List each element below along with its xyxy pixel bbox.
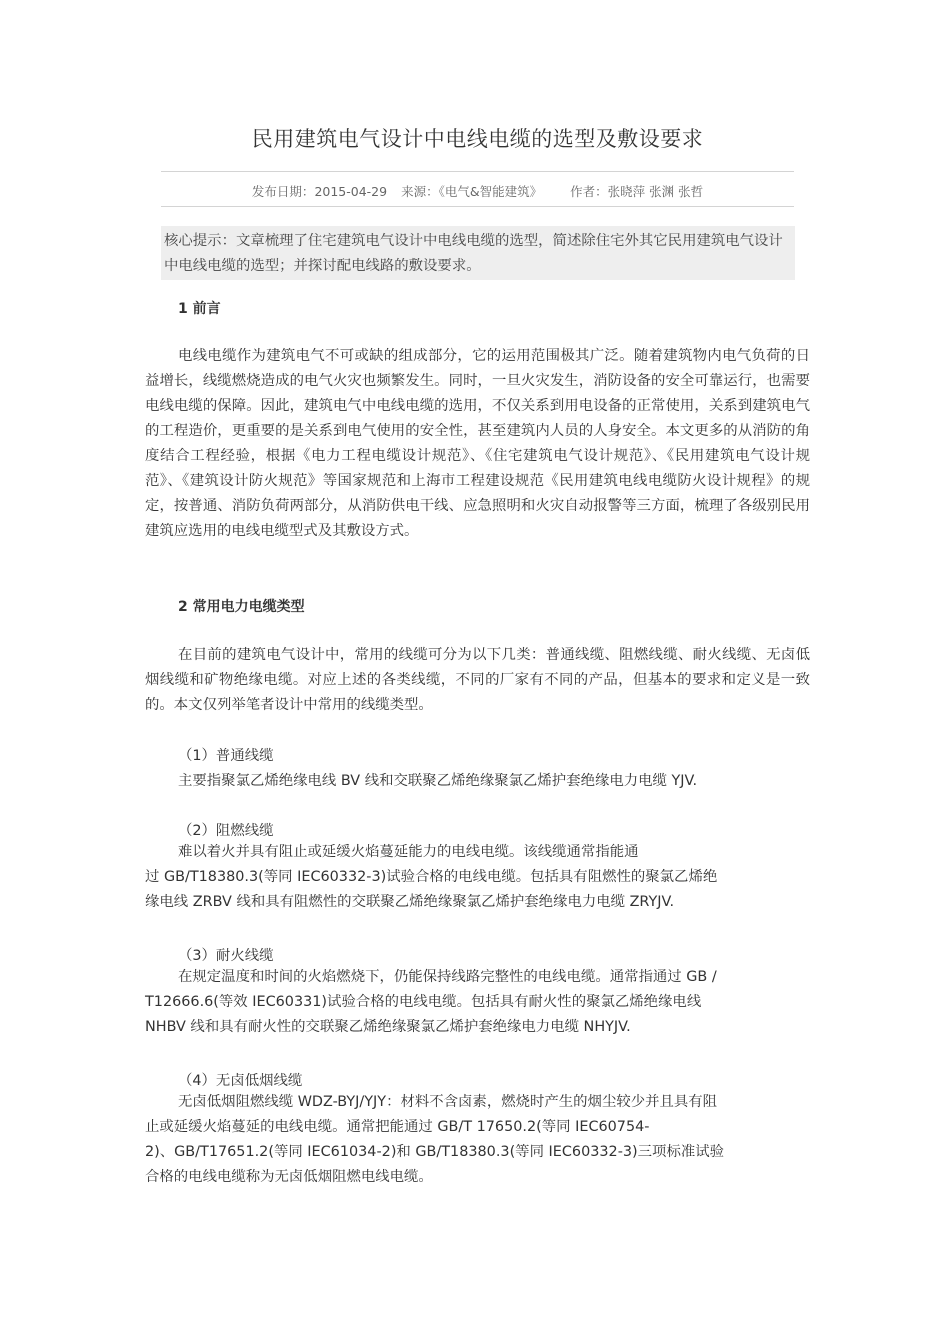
subsection-text: 主要指聚氯乙烯绝缘电线 BV 线和交联聚乙烯绝缘聚氯乙烯护套绝缘电力电缆 YJV. — [178, 773, 698, 789]
author-names: 张晓萍 张渊 张哲 — [607, 184, 704, 199]
date-label: 发布日期： — [251, 184, 315, 199]
subsection-text — [145, 1090, 810, 1190]
subsection-text — [145, 965, 810, 1040]
section-paragraph: 在目前的建筑电气设计中，常用的线缆可分为以下几类：普通线缆、阻燃线缆、耐火线缆、无卤低烟线缆和矿物绝缘电缆。对应上述的各类线缆，不同的厂家有不同的产品，但基本的要求和定义是一致的。本文仅列举笔者设计中常用的线缆类型。 — [145, 647, 810, 713]
subsection-label: （2）阻燃线缆 — [178, 823, 274, 839]
text-line: 止或延缓火焰蔓延的电线电缆。通常把能通过 GB/T 17650.2(等同 IEC60754- — [145, 1119, 650, 1135]
text-line: NHBV 线和具有耐火性的交联聚乙烯绝缘聚氯乙烯护套绝缘电力电缆 NHYJV. — [145, 1019, 631, 1035]
text-line: T12666.6(等效 IEC60331)试验合格的电线电缆。包括具有耐火性的聚氯乙烯绝缘电线 — [145, 994, 702, 1010]
source-name: 《电气&智能建筑》 — [438, 184, 543, 199]
section-paragraph: 电线电缆作为建筑电气不可或缺的组成部分，它的运用范围极其广泛。随着建筑物内电气负荷的日益增长，线缆燃烧造成的电气火灾也频繁发生。同时，一旦火灾发生，消防设备的安全可靠运行，也需要电线电缆的保障。因此，建筑电气中电线电缆的选用，不仅关系到用电设备的正常使用，关系到建筑电气的工程造价，更重要的是关系到电气使用的安全性，甚至建筑内人员的人身安全。本文更多的从消防的角度结合工程经验，根据《电力工程电缆设计规范》、《住宅建筑电气设计规范》、《民用建筑电气设计规范》、《建筑设计防火规范》等国家规范和上海市工程建设规范《民用建筑电线电缆防火设计规程》的规定，按普通、消防负荷两部分，从消防供电干线、应急照明和火灾自动报警等三方面，梳理了各级别民用建筑应选用的电线电缆型式及其敷设方式。 — [145, 348, 810, 539]
subsection-label: （3）耐火线缆 — [178, 948, 274, 964]
article-title: 民用建筑电气设计中电线电缆的选型及敷设要求 — [251, 127, 704, 151]
section-heading: 2 常用电力电缆类型 — [178, 599, 305, 615]
text-line: 在规定温度和时间的火焰燃烧下，仍能保持线路完整性的电线电缆。通常指通过 GB / — [178, 969, 717, 985]
text-line: 合格的电线电缆称为无卤低烟阻燃电线电缆。 — [145, 1169, 433, 1185]
text-line: 过 GB/T18380.3(等同 IEC60332-3)试验合格的电线电缆。包括具有阻燃性的聚氯乙烯绝 — [145, 869, 718, 885]
divider-top — [161, 171, 794, 172]
subsection-text — [145, 840, 810, 915]
article-meta — [161, 182, 794, 200]
text-line: 2)、GB/T17651.2(等同 IEC61034-2)和 GB/T18380.3(等同 IEC60332-3)三项标准试验 — [145, 1144, 725, 1160]
publish-date: 2015-04-29 — [314, 184, 388, 199]
section-heading: 1 前言 — [178, 301, 221, 317]
text-line: 无卤低烟阻燃线缆 WDZ-BYJ/YJY：材料不含卤素，燃烧时产生的烟尘较少并且具有阻 — [178, 1094, 718, 1110]
divider-bottom — [161, 206, 794, 207]
subsection-label: （4）无卤低烟线缆 — [178, 1073, 303, 1089]
text-line: 难以着火并具有阻止或延缓火焰蔓延能力的电线电缆。该线缆通常指能通 — [178, 844, 639, 860]
author-label: 作者： — [570, 184, 608, 199]
source-label: 来源： — [401, 184, 439, 199]
text-line: 缘电线 ZRBV 线和具有阻燃性的交联聚乙烯绝缘聚氯乙烯护套绝缘电力电缆 ZRYJV. — [145, 894, 675, 910]
summary-box: 核心提示：文章梳理了住宅建筑电气设计中电线电缆的选型，简述除住宅外其它民用建筑电气设计中电线电缆的选型；并探讨配电线路的敷设要求。 — [161, 226, 795, 280]
subsection-label: （1）普通线缆 — [178, 748, 274, 764]
